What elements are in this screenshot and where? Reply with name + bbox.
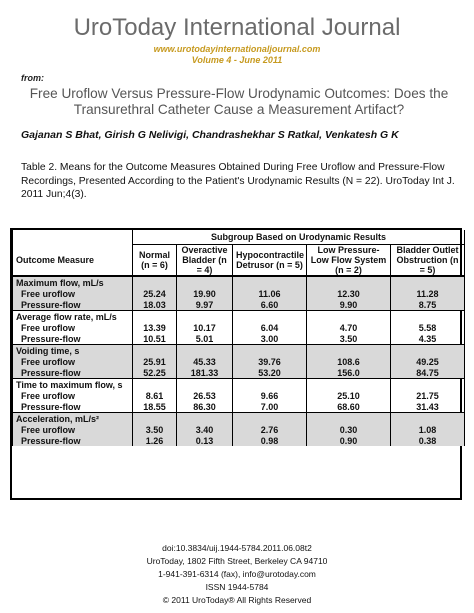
empty-cell [177,345,233,357]
group-title: Acceleration, mL/s² [13,413,133,425]
value-cell: 108.6 [307,356,391,367]
value-cell: 6.60 [233,299,307,311]
table-group-row [13,413,465,425]
row-label: Free uroflow [13,390,133,401]
empty-cell [133,311,177,323]
empty-cell [307,379,391,391]
value-cell: 181.33 [177,367,233,379]
value-cell: 5.01 [177,333,233,345]
value-cell: 25.24 [133,288,177,299]
column-header: Overactive Bladder (n = 4) [177,245,233,277]
footer-copyright: © 2011 UroToday® All Rights Reserved [162,595,312,605]
value-cell: 0.90 [307,435,391,446]
empty-cell [391,311,465,323]
value-cell: 4.70 [307,322,391,333]
table-group-row [13,311,465,323]
table-row [13,401,465,413]
group-title: Average flow rate, mL/s [13,311,133,323]
row-label: Pressure-flow [13,333,133,345]
value-cell: 9.66 [233,390,307,401]
value-cell: 9.90 [307,299,391,311]
empty-cell [177,311,233,323]
table-row [13,333,465,345]
empty-cell [307,413,391,425]
journal-volume: Volume 4 - June 2011 [191,55,283,65]
row-label: Free uroflow [13,322,133,333]
empty-cell [133,276,177,288]
value-cell: 8.61 [133,390,177,401]
row-label: Pressure-flow [13,435,133,446]
table-row [13,288,465,299]
value-cell: 68.60 [307,401,391,413]
value-cell: 1.08 [391,424,465,435]
table-group-row [13,379,465,391]
value-cell: 6.04 [233,322,307,333]
value-cell: 53.20 [233,367,307,379]
value-cell: 8.75 [391,299,465,311]
empty-cell [307,345,391,357]
empty-cell [133,345,177,357]
value-cell: 21.75 [391,390,465,401]
value-cell: 31.43 [391,401,465,413]
value-cell: 0.98 [233,435,307,446]
value-cell: 25.10 [307,390,391,401]
value-cell: 19.90 [177,288,233,299]
value-cell: 5.58 [391,322,465,333]
value-cell: 3.50 [307,333,391,345]
footer-address: UroToday, 1802 Fifth Street, Berkeley CA 94710 [146,556,328,566]
footer-doi: doi:10.3834/uij.1944-5784.2011.06.08t2 [162,543,312,553]
subgroup-header: Subgroup Based on Urodynamic Results [133,230,465,245]
value-cell: 0.30 [307,424,391,435]
empty-cell [233,311,307,323]
subgroup-header-row [13,230,465,245]
empty-cell [307,276,391,288]
table-row [13,435,465,446]
row-label: Free uroflow [13,288,133,299]
row-label: Pressure-flow [13,401,133,413]
value-cell: 11.06 [233,288,307,299]
journal-title: UroToday International Journal [73,14,401,41]
value-cell: 25.91 [133,356,177,367]
empty-cell [233,345,307,357]
empty-cell [391,379,465,391]
table-body [13,276,465,446]
empty-cell [177,379,233,391]
table-group-row [13,276,465,288]
value-cell: 156.0 [307,367,391,379]
value-cell: 18.55 [133,401,177,413]
row-label: Free uroflow [13,424,133,435]
value-cell: 52.25 [133,367,177,379]
value-cell: 84.75 [391,367,465,379]
value-cell: 11.28 [391,288,465,299]
value-cell: 3.40 [177,424,233,435]
value-cell: 26.53 [177,390,233,401]
table-row [13,356,465,367]
empty-cell [391,413,465,425]
column-header: Hypocontractile Detrusor (n = 5) [233,245,307,277]
empty-cell [177,413,233,425]
empty-cell [233,379,307,391]
value-cell: 39.76 [233,356,307,367]
table-row [13,322,465,333]
group-title: Voiding time, s [13,345,133,357]
value-cell: 12.30 [307,288,391,299]
footer-issn: ISSN 1944-5784 [205,582,269,592]
value-cell: 86.30 [177,401,233,413]
value-cell: 0.13 [177,435,233,446]
empty-cell [177,276,233,288]
table-row [13,424,465,435]
footer-contact: 1-941-391-6314 (fax), info@urotoday.com [158,569,316,579]
value-cell: 18.03 [133,299,177,311]
empty-cell [233,413,307,425]
blank-header-cell [13,230,133,245]
column-header: Bladder Outlet Obstruction (n = 5) [391,245,465,277]
table-group-row [13,345,465,357]
value-cell: 7.00 [233,401,307,413]
outcome-measure-header: Outcome Measure [13,245,133,277]
empty-cell [133,379,177,391]
column-header: Low Pressure-Low Flow System (n = 2) [307,245,391,277]
column-header-row [13,245,465,277]
row-label: Free uroflow [13,356,133,367]
value-cell: 4.35 [391,333,465,345]
row-label: Pressure-flow [13,367,133,379]
column-header: Normal (n = 6) [133,245,177,277]
article-title: Free Uroflow Versus Pressure-Flow Urodynamic Outcomes: Does the Transurethral Catheter Cause a Measurement Artifact? [29,86,449,117]
empty-cell [391,276,465,288]
table-row [13,367,465,379]
value-cell: 13.39 [133,322,177,333]
value-cell: 10.51 [133,333,177,345]
empty-cell [391,345,465,357]
value-cell: 45.33 [177,356,233,367]
empty-cell [233,276,307,288]
row-label: Pressure-flow [13,299,133,311]
journal-url[interactable]: www.urotodayinternationaljournal.com [153,44,321,54]
author-list: Gajanan S Bhat, Girish G Nelivigi, Chandrashekhar S Ratkal, Venkatesh G K [21,129,399,141]
group-title: Maximum flow, mL/s [13,276,133,288]
table-row [13,299,465,311]
value-cell: 49.25 [391,356,465,367]
value-cell: 1.26 [133,435,177,446]
value-cell: 0.38 [391,435,465,446]
value-cell: 2.76 [233,424,307,435]
results-table-grid [12,230,465,446]
value-cell: 3.50 [133,424,177,435]
value-cell: 3.00 [233,333,307,345]
empty-cell [307,311,391,323]
table-caption: Table 2. Means for the Outcome Measures Obtained During Free Uroflow and Pressure-Flow Recordings, Presented According to the Patient's Urodynamic Results (N = 22). UroToday Int J. 2011 Jun;4(3). [21,162,455,200]
from-label: from: [21,73,44,83]
empty-cell [133,413,177,425]
value-cell: 9.97 [177,299,233,311]
table-row [13,390,465,401]
value-cell: 10.17 [177,322,233,333]
results-table [10,228,462,500]
group-title: Time to maximum flow, s [13,379,133,391]
